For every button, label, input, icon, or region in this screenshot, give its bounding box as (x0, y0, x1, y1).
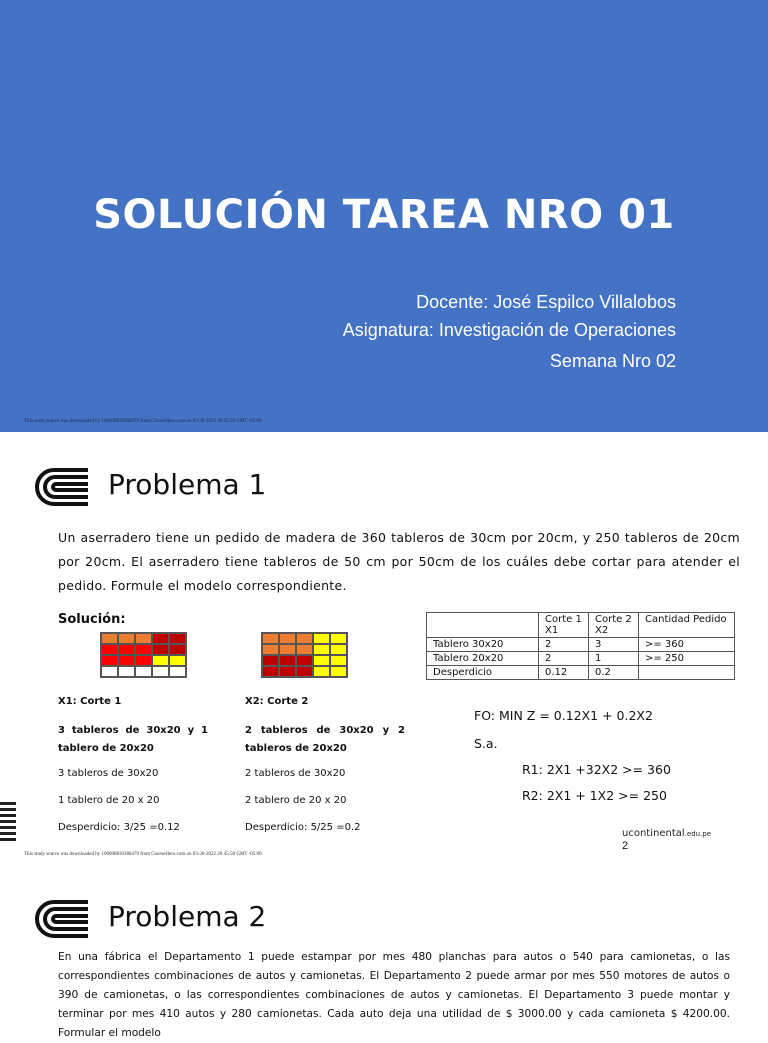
problem-heading: Problema 2 (108, 900, 267, 933)
cut-2-name: X2: Corte 2 (245, 696, 309, 707)
board-cell (279, 666, 296, 677)
table-cell (639, 666, 735, 680)
board-cell (135, 633, 152, 644)
brand-logo (622, 828, 711, 839)
continental-logo-icon (34, 466, 90, 508)
cut-1-name: X1: Corte 1 (58, 696, 122, 707)
board-cell (313, 666, 330, 677)
cut-2-diagram (261, 632, 348, 678)
table-row (427, 666, 735, 680)
board-cell (152, 633, 169, 644)
board-cell (101, 666, 118, 677)
board-cell (279, 633, 296, 644)
brand-name: ucontinental (622, 828, 685, 839)
board-cell (330, 644, 347, 655)
board-cell (330, 655, 347, 666)
solution-label: Solución: (58, 612, 126, 627)
table-cell: 2 (539, 652, 589, 666)
problem-1-slide (0, 432, 768, 864)
board-cell (330, 666, 347, 677)
cut-1-summary: 3 tableros de 30x20 y 1 tablero de 20x20 (58, 725, 208, 754)
page-number: 2 (622, 840, 629, 852)
board-cell (330, 633, 347, 644)
continental-logo-icon (34, 898, 90, 940)
cut-2-line-1: 2 tableros de 30x20 (245, 768, 346, 779)
board-cell (135, 666, 152, 677)
board-cell (279, 644, 296, 655)
table-cell: >= 250 (639, 652, 735, 666)
slide-title: SOLUCIÓN TAREA NRO 01 (93, 192, 675, 238)
cut-2-line-2: 2 tablero de 20 x 20 (245, 795, 347, 806)
board-cell (169, 666, 186, 677)
objective-function: FO: MIN Z = 0.12X1 + 0.2X2 (474, 708, 653, 723)
source-note: This study source was downloaded by 100000830388479 from CourseHero.com on 03-30-2022 20:45:50 GMT -05:00 (24, 419, 262, 424)
board-cell (169, 655, 186, 666)
table-cell: Desperdicio (427, 666, 539, 680)
table-header-cell: Cantidad Pedido (639, 613, 735, 638)
cut-table (426, 612, 735, 680)
table-header-row (427, 613, 735, 638)
source-note: This study source was downloaded by 100000830388479 from CourseHero.com on 03-30-2022 20:45:50 GMT -05:00 (24, 852, 262, 857)
subject-line: Asignatura: Investigación de Operaciones (342, 320, 676, 340)
board-cell (313, 644, 330, 655)
cut-2-summary: 2 tableros de 30x20 y 2 tableros de 20x20 (245, 725, 405, 754)
board-cell (135, 655, 152, 666)
board-cell (169, 633, 186, 644)
board-cell (118, 655, 135, 666)
table-cell: Tablero 20x20 (427, 652, 539, 666)
table-cell: 0.2 (589, 666, 639, 680)
side-stripes (0, 802, 16, 844)
board-cell (296, 666, 313, 677)
board-cell (135, 644, 152, 655)
cut-1-waste: Desperdicio: 3/25 =0.12 (58, 822, 180, 833)
table-cell: 0.12 (539, 666, 589, 680)
board-cell (152, 655, 169, 666)
table-cell (427, 613, 539, 638)
board-cell (262, 655, 279, 666)
board-cell (296, 633, 313, 644)
subject-to-label: S.a. (474, 736, 498, 751)
title-slide (0, 0, 768, 432)
board-cell (118, 666, 135, 677)
problem-statement: Un aserradero tiene un pedido de madera de 360 tableros de 30cm por 20cm, y 250 tableros de 20cm por 20cm. El aserradero tiene tableros de 50 cm por 50cm de los cuáles debe cortar para atender el pedido. Formule el modelo correspondiente. (58, 530, 740, 593)
week-line: Semana Nro 02 (549, 351, 676, 371)
problem-heading: Problema 1 (108, 468, 267, 501)
cut-2-waste: Desperdicio: 5/25 =0.2 (245, 822, 361, 833)
board-cell (313, 633, 330, 644)
board-cell (101, 644, 118, 655)
cut-1-line-2: 1 tablero de 20 x 20 (58, 795, 160, 806)
board-cell (152, 644, 169, 655)
cut-1-line-1: 3 tableros de 30x20 (58, 768, 159, 779)
table-cell: 2 (539, 638, 589, 652)
board-cell (313, 655, 330, 666)
constraint-2: R2: 2X1 + 1X2 >= 250 (522, 788, 667, 803)
board-cell (101, 633, 118, 644)
board-cell (118, 633, 135, 644)
table-cell: Tablero 30x20 (427, 638, 539, 652)
constraint-1: R1: 2X1 +32X2 >= 360 (522, 762, 671, 777)
cut-1-diagram (100, 632, 187, 678)
table-row (427, 652, 735, 666)
board-cell (101, 655, 118, 666)
problem-2-slide (0, 864, 768, 1039)
board-cell (279, 655, 296, 666)
table-cell: 3 (589, 638, 639, 652)
table-header-cell: Corte 2 X2 (589, 613, 639, 638)
table-row (427, 638, 735, 652)
board-cell (152, 666, 169, 677)
board-cell (262, 644, 279, 655)
brand-suffix: .edu.pe (684, 830, 712, 838)
teacher-line: Docente: José Espilco Villalobos (416, 292, 676, 312)
problem-statement: En una fábrica el Departamento 1 puede estampar por mes 480 planchas para autos o 540 para camionetas, o las correspondientes combinaciones de autos y camionetas. El Departamento 2 puede armar por mes 550 motores de autos o 390 de camionetas, o las correspondientes combinaciones de autos y camionetas. El Departamento 3 puede montar y terminar por mes 410 autos y 280 camionetas. Cada auto deja una utilidad de $ 3000.00 y cada camioneta $ 4200.00. Formular el modelo (58, 951, 730, 1039)
board-cell (296, 644, 313, 655)
table-cell: 1 (589, 652, 639, 666)
board-cell (296, 655, 313, 666)
board-cell (262, 666, 279, 677)
table-header-cell: Corte 1 X1 (539, 613, 589, 638)
board-cell (118, 644, 135, 655)
table-cell: >= 360 (639, 638, 735, 652)
board-cell (169, 644, 186, 655)
board-cell (262, 633, 279, 644)
